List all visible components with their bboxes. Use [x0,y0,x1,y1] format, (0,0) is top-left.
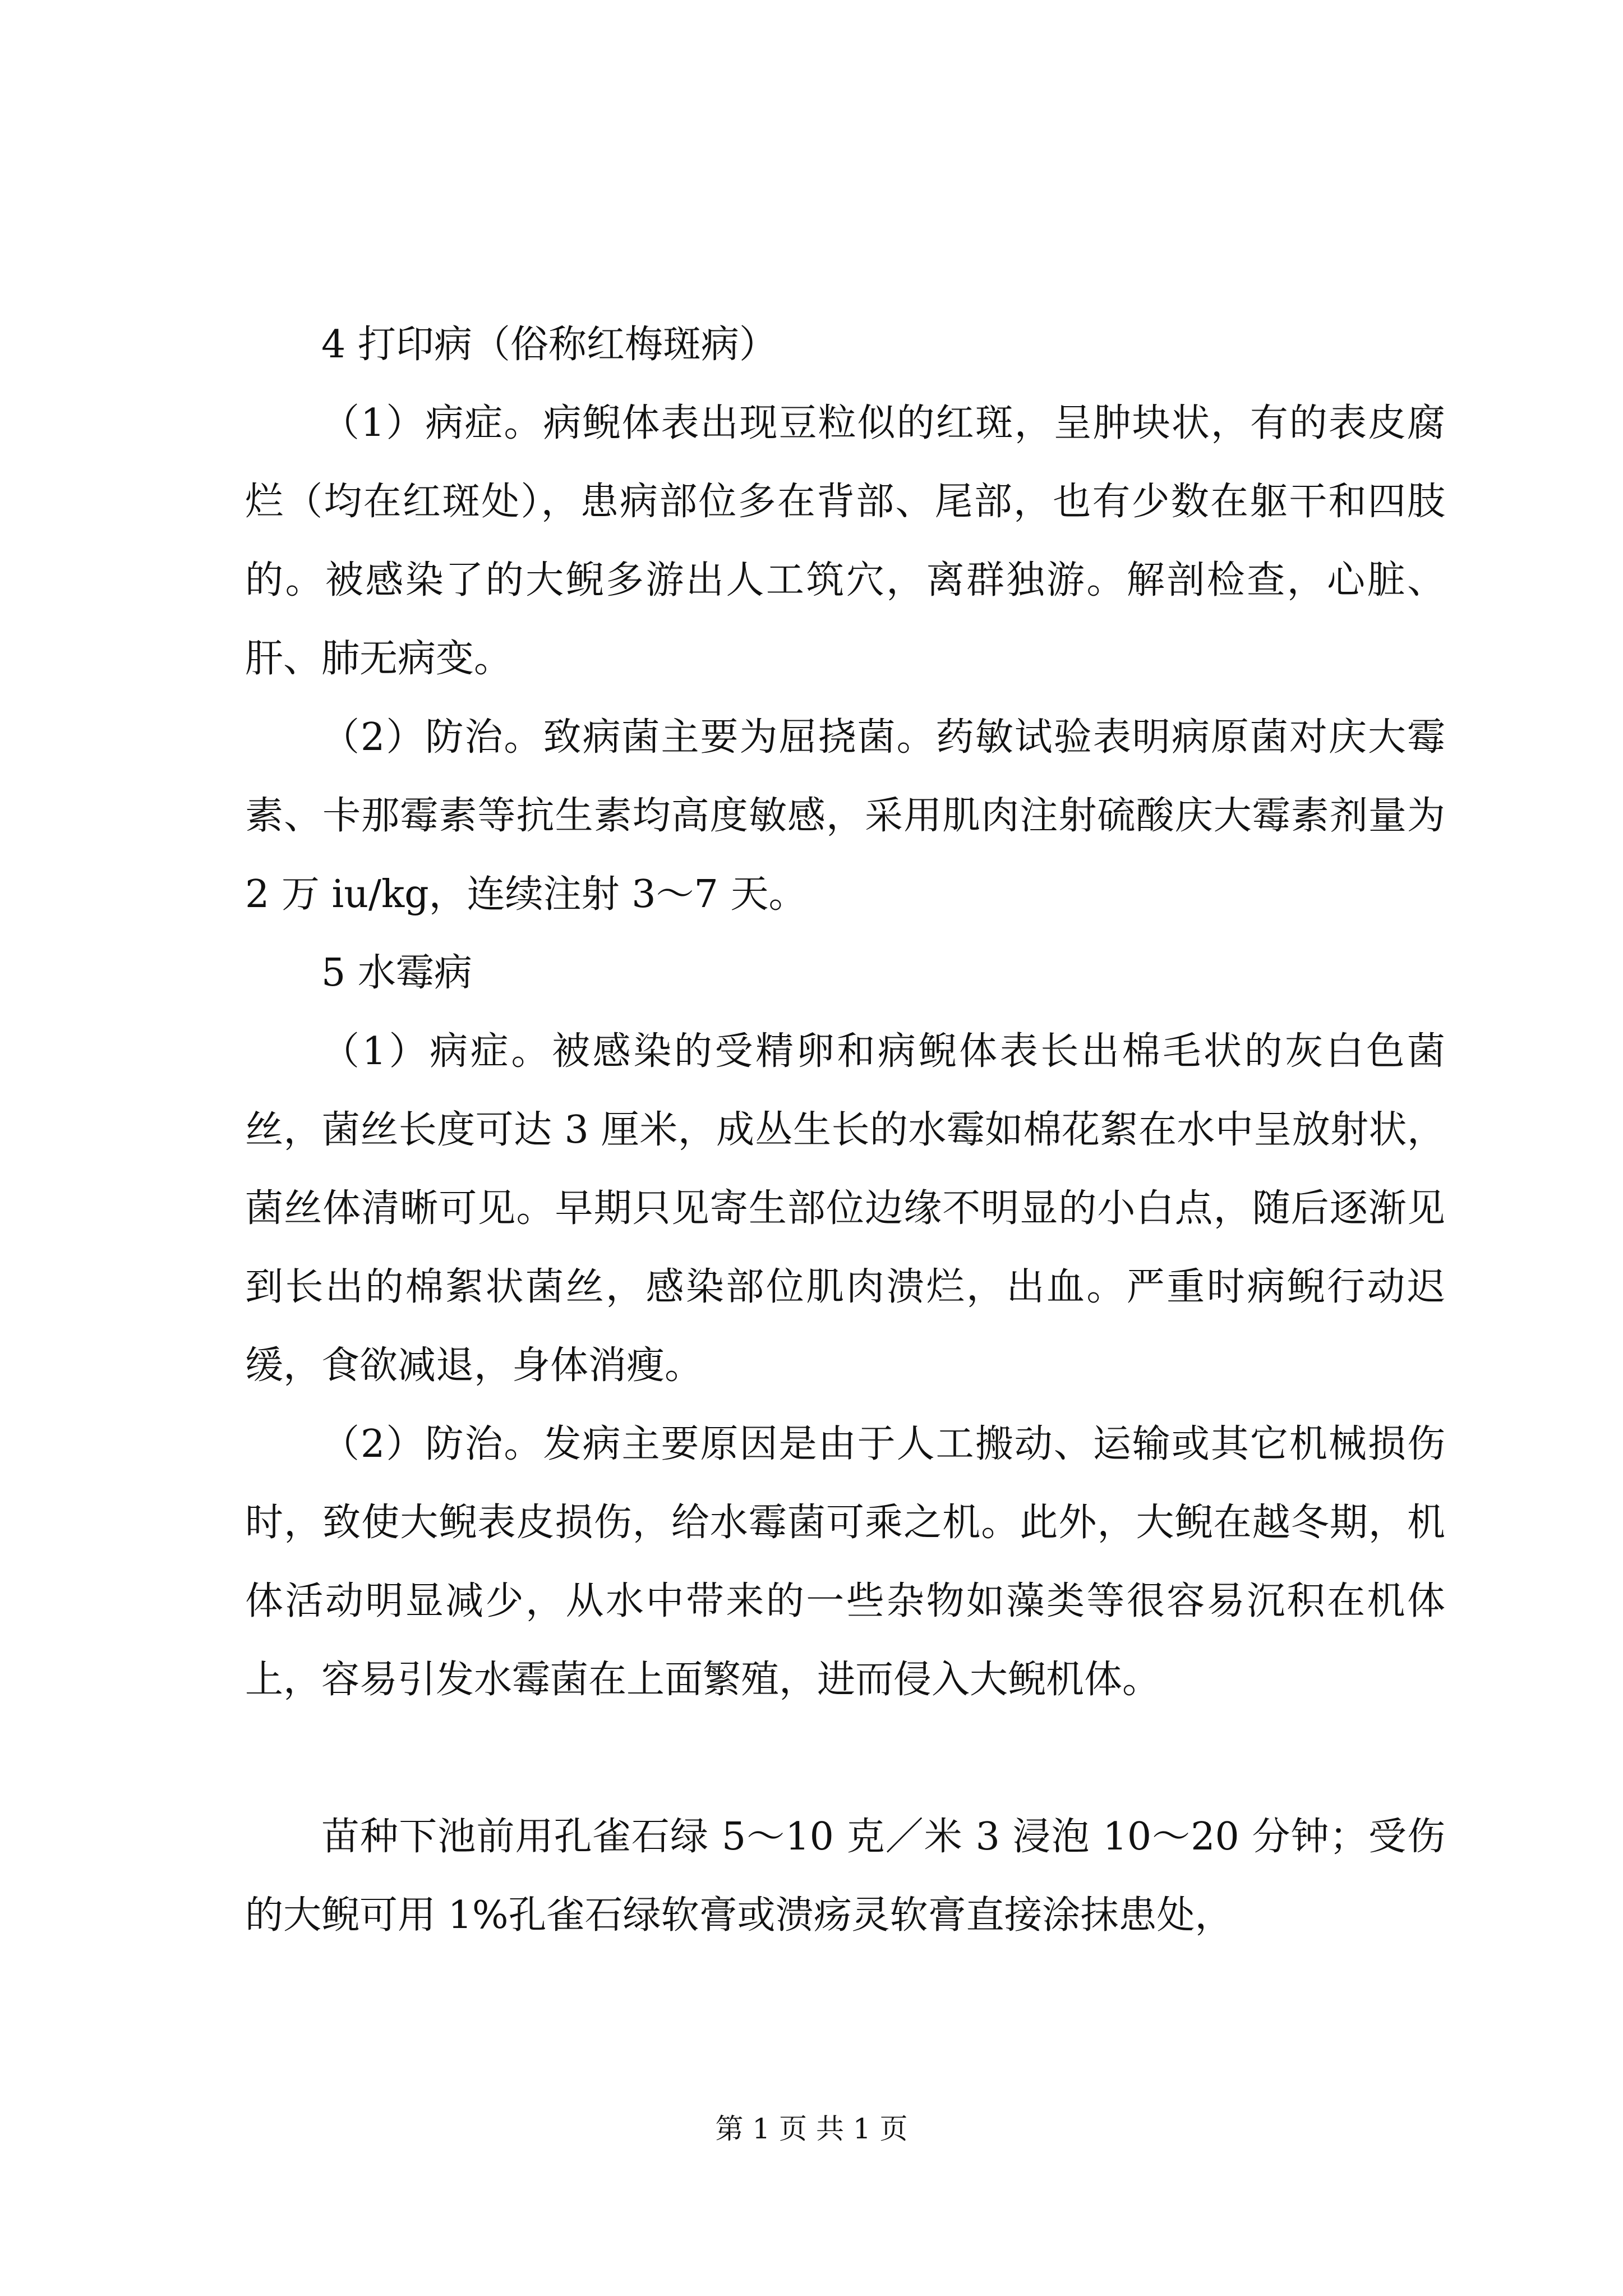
section-heading-water-mold: 5 水霉病 [321,951,472,995]
paragraph-symptoms-printing-disease: （1）病症。病鲵体表出现豆粒似的红斑，呈肿块状，有的表皮腐烂（均在红斑处），患病部位多在背部、尾部，也有少数在躯干和四肢的。被感染了的大鲵多游出人工筑穴，离群独游。解剖检查，心脏、肝、肺无病变。 [245,401,1445,681]
paragraph-symptoms-water-mold: （1）病症。被感染的受精卵和病鲵体表长出棉毛状的灰白色菌丝，菌丝长度可达 3 厘米，成丛生长的水霉如棉花絮在水中呈放射状，菌丝体清晰可见。早期只见寄生部位边缘不明显的小白点，随后逐渐见到长出的棉絮状菌丝，感染部位肌肉溃烂，出血。严重时病鲵行动迟缓，食欲减退，身体消瘦。 [245,1029,1445,1388]
paragraph-treatment-printing-disease: （2）防治。致病菌主要为屈挠菌。药敏试验表明病原菌对庆大霉素、卡那霉素等抗生素均高度敏感，采用肌肉注射硫酸庆大霉素剂量为 2 万 iu/kg，连续注射 3～7 天。 [245,715,1445,917]
section-heading-printing-disease: 4 打印病（俗称红梅斑病） [321,323,777,367]
paragraph-treatment-water-mold: （2）防治。发病主要原因是由于人工搬动、运输或其它机械损伤时，致使大鲵表皮损伤，给水霉菌可乘之机。此外，大鲵在越冬期，机体活动明显减少，从水中带来的一些杂物如藻类等很容易沉积在机体上，容易引发水霉菌在上面繁殖，进而侵入大鲵机体。 [245,1422,1445,1702]
page-footer: 第 1 页 共 1 页 [715,2113,908,2145]
paragraph-seedling-treatment: 苗种下池前用孔雀石绿 5～10 克／米 3 浸泡 10～20 分钟；受伤的大鲵可用 1%孔雀石绿软膏或溃疡灵软膏直接涂抹患处， [245,1815,1445,1938]
